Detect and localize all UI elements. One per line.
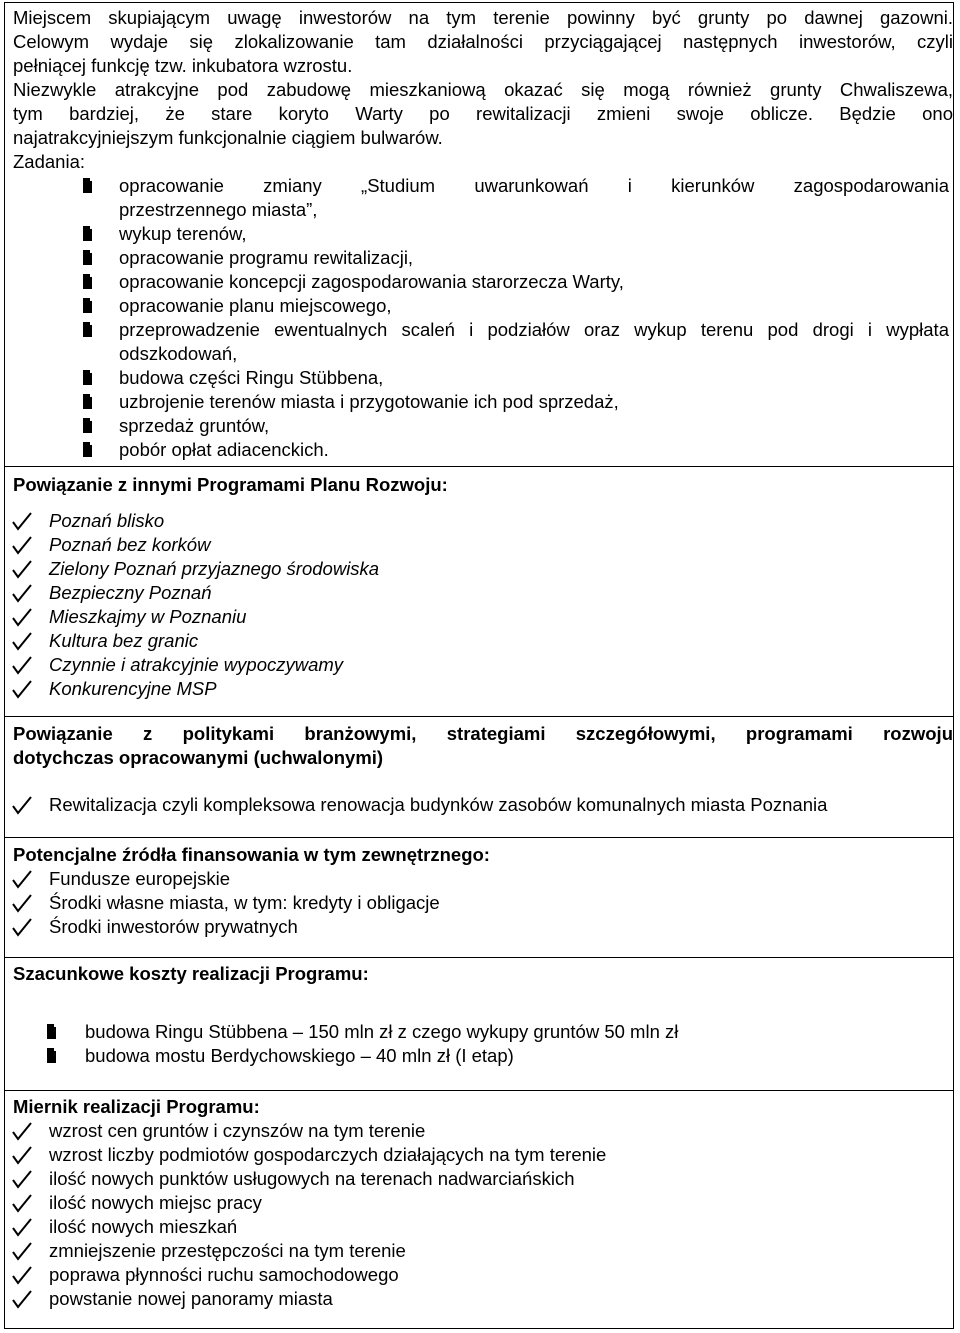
program-item: Poznań blisko: [49, 510, 165, 531]
checkmark-icon: [11, 1240, 33, 1262]
task-item: wykup terenów,: [119, 223, 247, 244]
checkmark-icon: [11, 606, 33, 628]
checkmark-icon: [11, 1288, 33, 1310]
checkmark-icon: [11, 534, 33, 556]
measure-item: wzrost liczby podmiotów gospodarczych działających na tym terenie: [49, 1144, 607, 1165]
measure-item: ilość nowych punktów usługowych na terenach nadwarciańskich: [49, 1168, 575, 1189]
policies-section: [5, 716, 953, 838]
funding-item: Fundusze europejskie: [49, 868, 230, 889]
square-bullet-icon: [83, 442, 90, 457]
policies-heading-cont: dotychczas opracowanymi (uchwalonymi): [13, 747, 384, 768]
program-item: Zielony Poznań przyjaznego środowiska: [49, 558, 380, 579]
measure-item: zmniejszenie przestępczości na tym terenie: [49, 1240, 406, 1261]
checkmark-icon: [11, 582, 33, 604]
square-bullet-icon: [83, 322, 90, 337]
checkmark-icon: [11, 630, 33, 652]
measure-item: ilość nowych mieszkań: [49, 1216, 238, 1237]
intro-line: Miejscem skupiającym uwagę inwestorów na tym terenie powinny być grunty po dawnej gazowni.: [13, 7, 953, 28]
task-item: opracowanie koncepcji zagospodarowania starorzecza Warty,: [119, 271, 624, 292]
checkmark-icon: [11, 1120, 33, 1142]
program-item: Bezpieczny Poznań: [49, 582, 212, 603]
measure-item: ilość nowych miejsc pracy: [49, 1192, 262, 1213]
square-bullet-icon: [83, 394, 90, 409]
square-bullet-icon: [83, 226, 90, 241]
task-item: opracowanie zmiany „Studium uwarunkowań i kierunków zagospodarowania: [119, 175, 949, 196]
checkmark-icon: [11, 654, 33, 676]
checkmark-icon: [11, 892, 33, 914]
checkmark-icon: [11, 916, 33, 938]
square-bullet-icon: [83, 418, 90, 433]
program-item: Czynnie i atrakcyjnie wypoczywamy: [49, 654, 344, 675]
funding-heading: Potencjalne źródła finansowania w tym zewnętrznego:: [13, 844, 490, 865]
task-item: pobór opłat adiacenckich.: [119, 439, 329, 460]
measures-heading: Miernik realizacji Programu:: [13, 1096, 260, 1117]
square-bullet-icon: [47, 1024, 54, 1039]
document-frame: [4, 2, 954, 1329]
checkmark-icon: [11, 1192, 33, 1214]
intro-line: Niezwykle atrakcyjne pod zabudowę mieszkaniową okazać się mogą również grunty Chwaliszewa,: [13, 79, 953, 100]
programs-heading: Powiązanie z innymi Programami Planu Rozwoju:: [13, 474, 448, 495]
program-item: Konkurencyjne MSP: [49, 678, 217, 699]
tasks-label: Zadania:: [13, 151, 85, 172]
intro-line: Celowym wydaje się zlokalizowanie tam działalności przyciągającej następnych inwestorów, czyli: [13, 31, 953, 52]
checkmark-icon: [11, 868, 33, 890]
measure-item: poprawa płynności ruchu samochodowego: [49, 1264, 399, 1285]
policy-item: Rewitalizacja czyli kompleksowa renowacja budynków zasobów komunalnych miasta Poznania: [49, 794, 828, 815]
task-item: przeprowadzenie ewentualnych scaleń i podziałów oraz wykup terenu pod drogi i wypłata: [119, 319, 949, 340]
programs-section: [5, 466, 953, 717]
funding-item: Środki własne miasta, w tym: kredyty i obligacje: [49, 892, 440, 913]
intro-line: tym bardziej, że stare koryto Warty po rewitalizacji zmieni swoje oblicze. Będzie ono: [13, 103, 953, 124]
measure-item: powstanie nowej panoramy miasta: [49, 1288, 333, 1309]
square-bullet-icon: [83, 250, 90, 265]
policies-heading: Powiązanie z politykami branżowymi, strategiami szczegółowymi, programami rozwoju: [13, 723, 953, 744]
intro-line: najatrakcyjniejszym funkcjonalnie ciągiem bulwarów.: [13, 127, 443, 148]
measure-item: wzrost cen gruntów i czynszów na tym terenie: [49, 1120, 426, 1141]
square-bullet-icon: [83, 298, 90, 313]
task-item: uzbrojenie terenów miasta i przygotowanie ich pod sprzedaż,: [119, 391, 619, 412]
task-item-cont: przestrzennego miasta”,: [119, 199, 318, 220]
task-item: opracowanie planu miejscowego,: [119, 295, 392, 316]
costs-heading: Szacunkowe koszty realizacji Programu:: [13, 963, 369, 984]
square-bullet-icon: [47, 1048, 54, 1063]
cost-item: budowa Ringu Stübbena – 150 mln zł z czego wykupy gruntów 50 mln zł: [85, 1021, 679, 1042]
checkmark-icon: [11, 1168, 33, 1190]
program-item: Poznań bez korków: [49, 534, 211, 555]
program-item: Kultura bez granic: [49, 630, 199, 651]
checkmark-icon: [11, 678, 33, 700]
intro-line: pełniącej funkcję tzw. inkubatora wzrostu.: [13, 55, 353, 76]
program-item: Mieszkajmy w Poznaniu: [49, 606, 247, 627]
square-bullet-icon: [83, 274, 90, 289]
task-item-cont: odszkodowań,: [119, 343, 238, 364]
measures-section: [5, 1090, 953, 1328]
square-bullet-icon: [83, 178, 90, 193]
funding-item: Środki inwestorów prywatnych: [49, 916, 298, 937]
checkmark-icon: [11, 558, 33, 580]
task-item: opracowanie programu rewitalizacji,: [119, 247, 414, 268]
checkmark-icon: [11, 1264, 33, 1286]
task-item: budowa części Ringu Stübbena,: [119, 367, 384, 388]
checkmark-icon: [11, 1144, 33, 1166]
checkmark-icon: [11, 1216, 33, 1238]
cost-item: budowa mostu Berdychowskiego – 40 mln zł (I etap): [85, 1045, 514, 1066]
checkmark-icon: [11, 794, 33, 816]
task-item: sprzedaż gruntów,: [119, 415, 270, 436]
funding-section: [5, 837, 953, 958]
costs-section: [5, 957, 953, 1091]
checkmark-icon: [11, 510, 33, 532]
square-bullet-icon: [83, 370, 90, 385]
